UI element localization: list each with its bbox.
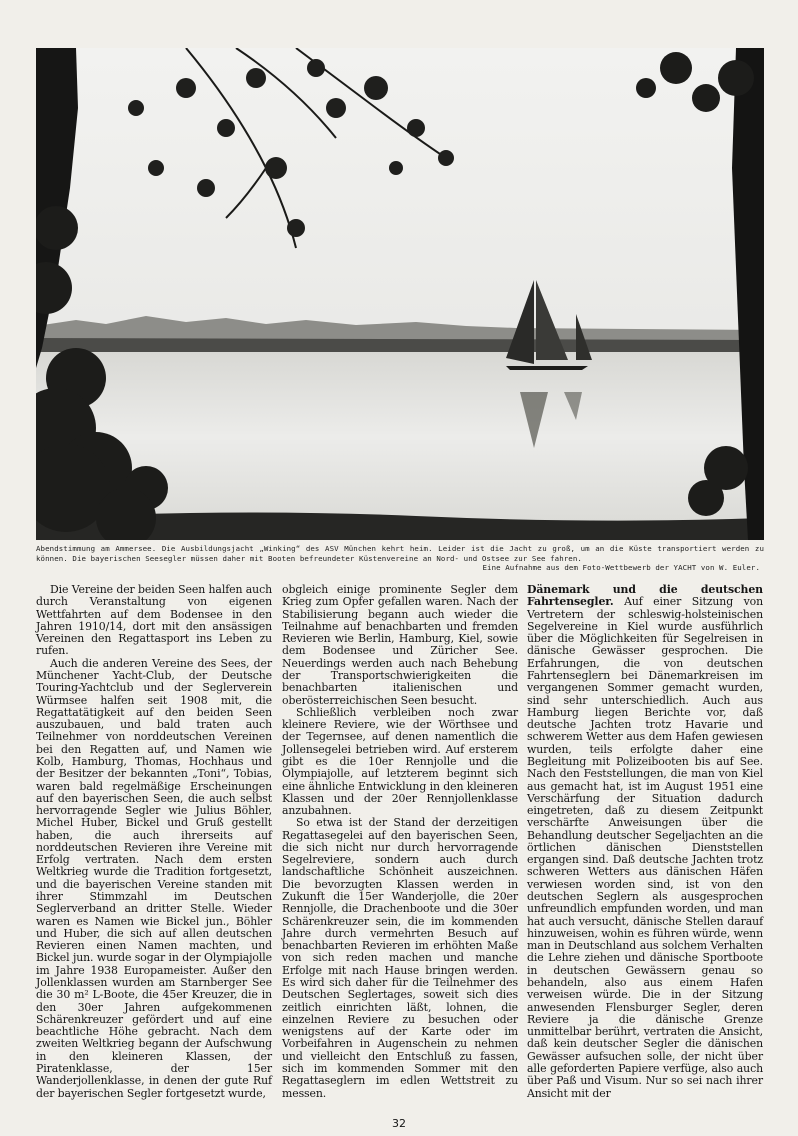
paragraph: Die Vereine der beiden Seen halfen auch durch Veranstaltung von eigenen Wettfahrten auf dem Bodensee in den Jahren 1910/14, dort mit den ansässigen Vereinen den Regattasport ins Leben zu rufen. <box>36 583 272 658</box>
paragraph: Auch die anderen Vereine des Sees, der Münchener Yacht-Club, der Deutsche Touring-Yachtclub und der Seglerverein Würmsee halfen seit 1908 mit, die Regattatätigkeit auf den beiden Seen auszubauen, und bald traten auch Teilnehmer von norddeutschen Vereinen bei den Regatten auf, und Namen wie Kolb, Hamburg, Thomas, Hochhaus und der Besitzer der bekannten „Toni“, Tobias, waren bald regelmäßige Erscheinungen auf den bayerischen Seen, die auch selbst hervorragende Segler wie Julius Böhler, Michel Huber, Bickel und Gruß gestellt haben, die auch ihrerseits auf norddeutschen Revieren ihre Vereine mit Erfolg vertraten. Nach dem ersten Weltkrieg wurde die Tradition fortgesetzt, und die bayerischen Vereine standen mit ihrer Stimmzahl im Deutschen Seglerverband an dritter Stelle. Wieder waren es Namen wie Bickel jun., Böhler und Huber, die sich auf allen deutschen Revieren einen Namen machten, und Bickel jun. wurde sogar in der Olympiajolle im Jahre 1938 Europameister. Außer den Jollenklassen wurden am Starnberger See die 30 m² L-Boote, die 45er Kreuzer, die in den 30er Jahren aufgekommenen Schärenkreuzer gefördert und auf eine beachtliche Höhe gebracht. Nach dem zweiten Weltkrieg begann der Aufschwung in den kleineren Klassen, der Piratenklasse, der 15er Wanderjollenklasse, in denen der gute Ruf der bayerischen Segler fortgesetzt wurde, <box>36 656 272 1100</box>
section-heading: Dänemark und die deutschen Fahrtensegler. <box>527 583 763 609</box>
lake-sailboat-photo <box>36 48 764 540</box>
paragraph: Schließlich verbleiben noch zwar kleinere Reviere, wie der Wörthsee und der Tegernsee, auf denen namentlich die Jollensegelei betrieben wird. Auf ersterem gibt es die 10er Rennjolle und die Olympiajolle, auf letzterem beginnt sich eine ähnliche Entwicklung in den kleineren Klassen und der 20er Rennjollenklasse anzubahnen. <box>282 705 518 818</box>
caption-text: Abendstimmung am Ammersee. Die Ausbildungsjacht „Winking“ des ASV München kehrt heim. Leider ist die Jacht zu groß, um an die Küste transportiert werden zu können. Die bayerischen Seesegler müssen daher mit Booten befreundeter Küstenvereine an Nord- und Ostsee zur See fahren. <box>36 544 764 563</box>
article-column-1 <box>36 584 272 1100</box>
paragraph <box>527 584 763 1100</box>
paragraph: So etwa ist der Stand der derzeitigen Regattasegelei auf den bayerischen Seen, die sich nicht nur durch hervorragende Segelreviere, sondern auch durch landschaftliche Schönheit auszeichnen. Die bevorzugten Klassen werden in Zukunft die 15er Wanderjolle, die 20er Rennjolle, die Drachenboote und die 30er Schärenkreuzer sein, die im kommenden Jahre durch vermehrten Besuch auf benachbarten Revieren im erhöhten Maße von sich reden machen und manche Erfolge mit nach Hause bringen werden. Es wird sich daher für die Teilnehmer des Deutschen Seglertages, soweit sich dies zeitlich einrichten läßt, lohnen, die einzelnen Reviere zu besuchen oder wenigstens auf der Karte oder im Vorbeifahren in Augenschein zu nehmen und vielleicht den Entschluß zu fassen, sich im kommenden Sommer mit den Regattaseglern im edlen Wettstreit zu messen. <box>282 816 518 1100</box>
photo-credit: Eine Aufnahme aus dem Foto-Wettbewerb der YACHT von W. Euler. <box>482 563 760 573</box>
paragraph: obgleich einige prominente Segler dem Krieg zum Opfer gefallen waren. Nach der Stabilisierung begann auch wieder die Teilnahme auf benachbarten und fremden Revieren wie Berlin, Hamburg, Kiel, sowie dem Bodensee und Züricher See. Neuerdings werden auch nach Behebung der Transportschwierigkeiten die benachbarten italienischen und oberösterreichischen Seen besucht. <box>282 583 518 707</box>
article-column-2 <box>282 584 518 1100</box>
page-number: 32 <box>392 1117 406 1130</box>
article-column-3 <box>527 584 763 1100</box>
section-text: Auf einer Sitzung von Vertretern der schleswig-holsteinischen Segelvereine in Kiel wurde ausführlich über die Möglichkeiten für Segelreisen in dänische Gewässer gesprochen. Die Erfahrungen, die von deutschen Fahrtenseglern bei Dänemarkreisen im vergangenen Sommer gemacht wurden, sind sehr unterschiedlich. Auch aus Hamburg liegen Berichte vor, daß deutsche Jachten trotz Havarie und schwerem Wetter aus dem Hafen gewiesen wurden, teils erfolgte daher eine Begleitung mit Polizeibooten bis auf See. Nach den Feststellungen, die man von Kiel aus gemacht hat, ist im August 1951 eine Verschärfung der Situation dadurch eingetreten, daß zu diesem Zeitpunkt verschärfte Anweisungen über die Behandlung deutscher Segeljachten an die örtlichen dänischen Dienststellen ergangen sind. Daß deutsche Jachten trotz schweren Wetters aus dänischen Häfen verwiesen worden sind, ist von den deutschen Seglern als ausgesprochen unfreundlich empfunden worden, und man hat auch versucht, dänische Stellen darauf hinzuweisen, wohin es führen würde, wenn man in Deutschland aus solchem Verhalten die Lehre ziehen und dänische Sportboote in deutschen Gewässern genau so behandeln, also aus einem Hafen verweisen würde. Die in der Sitzung anwesenden Flensburger Segler, deren Reviere ja die dänische Grenze unmittelbar berührt, vertraten die Ansicht, daß kein deutscher Segler die dänischen Gewässer aufsuchen solle, der nicht über alle geforderten Papiere verfüge, also auch über Paß und Visum. Nur so sei nach ihrer Ansicht mit der <box>527 595 763 1100</box>
photo-caption <box>36 544 764 573</box>
